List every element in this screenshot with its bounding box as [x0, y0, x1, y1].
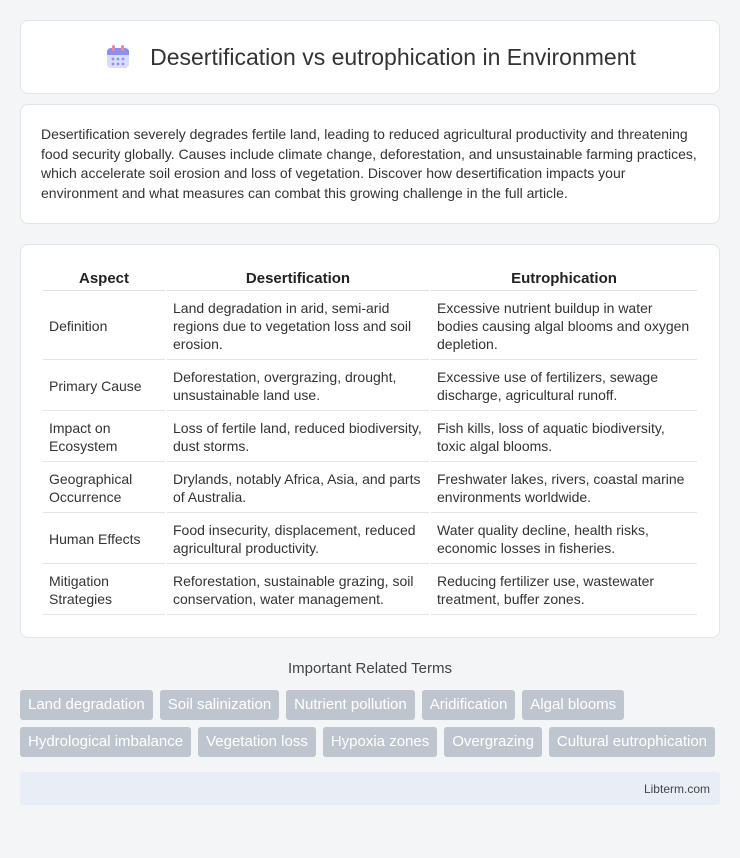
cell-aspect: Primary Cause	[43, 362, 165, 411]
page-title: Desertification vs eutrophication in Environment	[150, 43, 636, 70]
related-terms-heading: Important Related Terms	[288, 660, 452, 677]
comparison-table-card	[20, 244, 720, 638]
calendar-icon	[104, 43, 132, 71]
cell-aspect: Human Effects	[43, 515, 165, 564]
cell-aspect: Definition	[43, 293, 165, 360]
cell-desertification: Reforestation, sustainable grazing, soil conservation, water management.	[167, 566, 429, 615]
comparison-table	[41, 265, 699, 617]
header-eutrophication: Eutrophication	[431, 267, 697, 291]
related-terms-list	[20, 690, 720, 757]
header-aspect: Aspect	[43, 267, 165, 291]
tag-algal-blooms[interactable]: Algal blooms	[522, 690, 624, 720]
footer-site-link[interactable]: Libterm.com	[643, 781, 710, 796]
cell-desertification: Drylands, notably Africa, Asia, and parts of Australia.	[167, 464, 429, 513]
tag-cultural-eutrophication[interactable]: Cultural eutrophication	[549, 727, 715, 757]
cell-desertification: Loss of fertile land, reduced biodiversity, dust storms.	[167, 413, 429, 462]
cell-eutrophication: Water quality decline, health risks, economic losses in fisheries.	[431, 515, 697, 564]
cell-desertification: Land degradation in arid, semi-arid regions due to vegetation loss and soil erosion.	[167, 293, 429, 360]
tag-overgrazing[interactable]: Overgrazing	[444, 727, 542, 757]
cell-eutrophication: Fish kills, loss of aquatic biodiversity, toxic algal blooms.	[431, 413, 697, 462]
footer	[20, 772, 720, 805]
tag-hydrological-imbalance[interactable]: Hydrological imbalance	[20, 727, 191, 757]
tag-hypoxia-zones[interactable]: Hypoxia zones	[323, 727, 437, 757]
cell-aspect: Impact on Ecosystem	[43, 413, 165, 462]
tag-land-degradation[interactable]: Land degradation	[20, 690, 153, 720]
cell-desertification: Food insecurity, displacement, reduced agricultural productivity.	[167, 515, 429, 564]
intro-card	[20, 104, 720, 224]
cell-eutrophication: Freshwater lakes, rivers, coastal marine environments worldwide.	[431, 464, 697, 513]
intro-paragraph: Desertification severely degrades fertile land, leading to reduced agricultural productivity and threatening food security globally. Causes include climate change, deforestation, and unsustainable farming practices, which accelerate soil erosion and loss of vegetation. Discover how desertification impacts your environment and what measures can combat this growing challenge in the full article.	[41, 126, 697, 201]
table-header-row	[43, 267, 697, 291]
table-row	[43, 566, 697, 615]
cell-eutrophication: Excessive use of fertilizers, sewage discharge, agricultural runoff.	[431, 362, 697, 411]
table-row	[43, 293, 697, 360]
cell-eutrophication: Reducing fertilizer use, wastewater treatment, buffer zones.	[431, 566, 697, 615]
table-row	[43, 413, 697, 462]
tag-nutrient-pollution[interactable]: Nutrient pollution	[286, 690, 415, 720]
table-row	[43, 362, 697, 411]
table-row	[43, 515, 697, 564]
cell-desertification: Deforestation, overgrazing, drought, unsustainable land use.	[167, 362, 429, 411]
cell-eutrophication: Excessive nutrient buildup in water bodies causing algal blooms and oxygen depletion.	[431, 293, 697, 360]
cell-aspect: Geographical Occurrence	[43, 464, 165, 513]
tag-aridification[interactable]: Aridification	[422, 690, 516, 720]
title-card	[20, 20, 720, 94]
table-row	[43, 464, 697, 513]
cell-aspect: Mitigation Strategies	[43, 566, 165, 615]
header-desertification: Desertification	[167, 267, 429, 291]
tag-soil-salinization[interactable]: Soil salinization	[160, 690, 279, 720]
tag-vegetation-loss[interactable]: Vegetation loss	[198, 727, 316, 757]
